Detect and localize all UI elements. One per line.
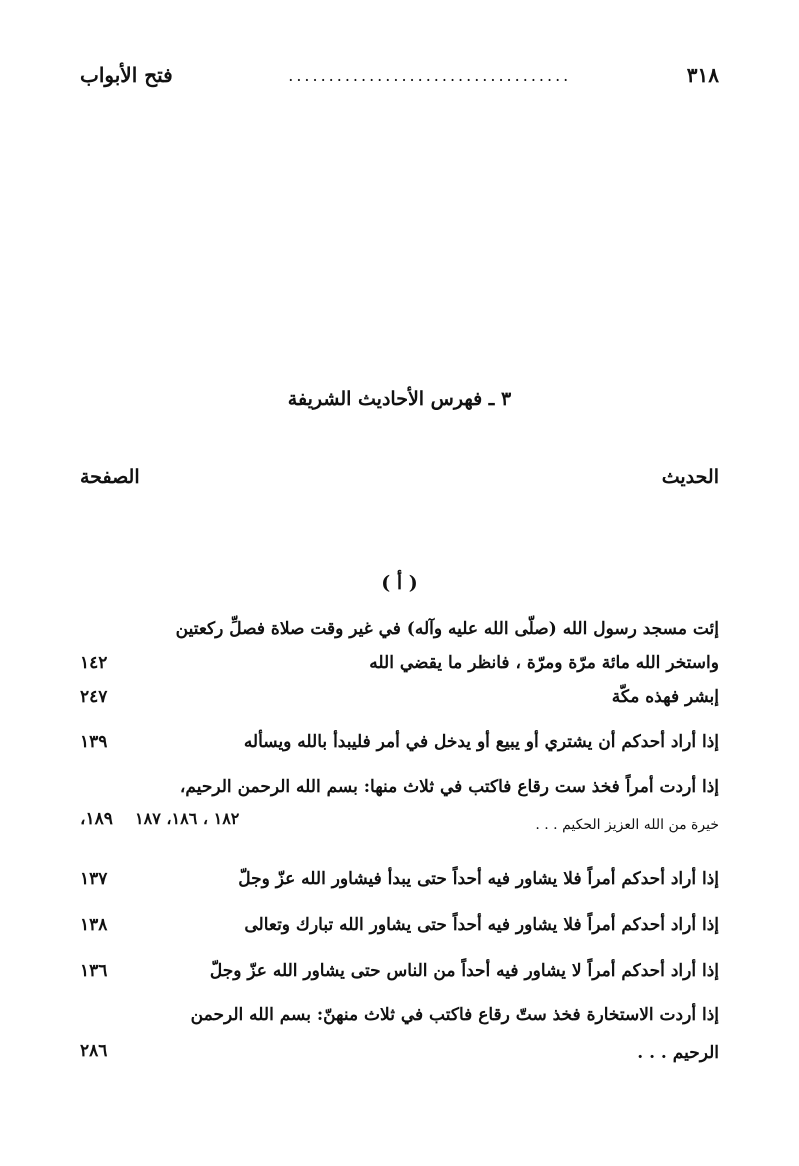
entry-page-ref: ١٣٩ <box>80 732 108 752</box>
dot-leader: ................................... <box>288 65 572 85</box>
index-title: ٣ ـ فهرس الأحاديث الشريفة <box>287 388 512 410</box>
entry-text-line: إذا أردت أمراً فخذ ست رقاع فاكتب في ثلاث منها: بسم الله الرحمن الرحيم، <box>179 777 719 797</box>
entry-text-line: إذا أراد أحدكم أمراً لا يشاور فيه أحداً من الناس حتى يشاور الله عزّ وجلّ <box>209 961 719 981</box>
entry-text-line: إبشر فهذه مكّة <box>611 687 719 707</box>
index-entry <box>80 998 719 1070</box>
entry-page-ref: ١٤٢ <box>80 653 108 673</box>
entry-text-line: إذا أراد أحدكم أمراً فلا يشاور فيه أحداً حتى يبدأ فيشاور الله عزّ وجلّ <box>238 869 719 889</box>
entry-page-ref-list: ١٨٢ ، ١٨٦، ١٨٧ <box>135 809 240 828</box>
entry-page-ref: ١٨٩، <box>80 809 113 829</box>
column-headers <box>80 466 719 488</box>
entry-text-line: إئت مسجد رسول الله (صلّى الله عليه وآله) في غير وقت صلاة فصلِّ ركعتين <box>175 619 719 639</box>
entry-text-line: إذا أردت الاستخارة فخذ ستّ رقاع فاكتب في ثلاث منهنّ: بسم الله الرحمن <box>190 1005 719 1025</box>
index-entry <box>80 725 719 759</box>
index-entry <box>80 770 719 842</box>
entry-page-ref: ١٣٦ <box>80 961 108 981</box>
entry-page-ref: ٢٤٧ <box>80 687 108 707</box>
running-header <box>80 58 719 92</box>
index-entry <box>80 680 719 714</box>
column-header-hadith: الحديث <box>661 466 719 488</box>
index-entry <box>80 862 719 896</box>
book-title: فتح الأبواب <box>80 63 173 87</box>
page-number: ٣١٨ <box>686 63 719 87</box>
index-entry <box>80 954 719 988</box>
entry-text-line: إذا أراد أحدكم أمراً فلا يشاور فيه أحداً حتى يشاور الله تبارك وتعالى <box>244 915 719 935</box>
section-letter: ( أ ) <box>381 572 418 594</box>
entry-text-line: خيرة من الله العزيز الحكيم . . . <box>535 817 719 833</box>
entry-page-ref: ٢٨٦ <box>80 1041 108 1061</box>
entry-page-ref: ١٣٨ <box>80 915 108 935</box>
column-header-page: الصفحة <box>80 466 140 488</box>
entry-text-line: واستخر الله مائة مرّة ومرّة ، فانظر ما يقضي الله <box>369 653 719 673</box>
entry-text-line: الرحيم . . . <box>637 1043 719 1063</box>
index-entry <box>80 908 719 942</box>
entry-page-ref: ١٣٧ <box>80 869 108 889</box>
entry-text-line: إذا أراد أحدكم أن يشتري أو يبيع أو يدخل في أمر فليبدأ بالله ويسأله <box>243 732 719 752</box>
index-entry <box>80 612 719 680</box>
